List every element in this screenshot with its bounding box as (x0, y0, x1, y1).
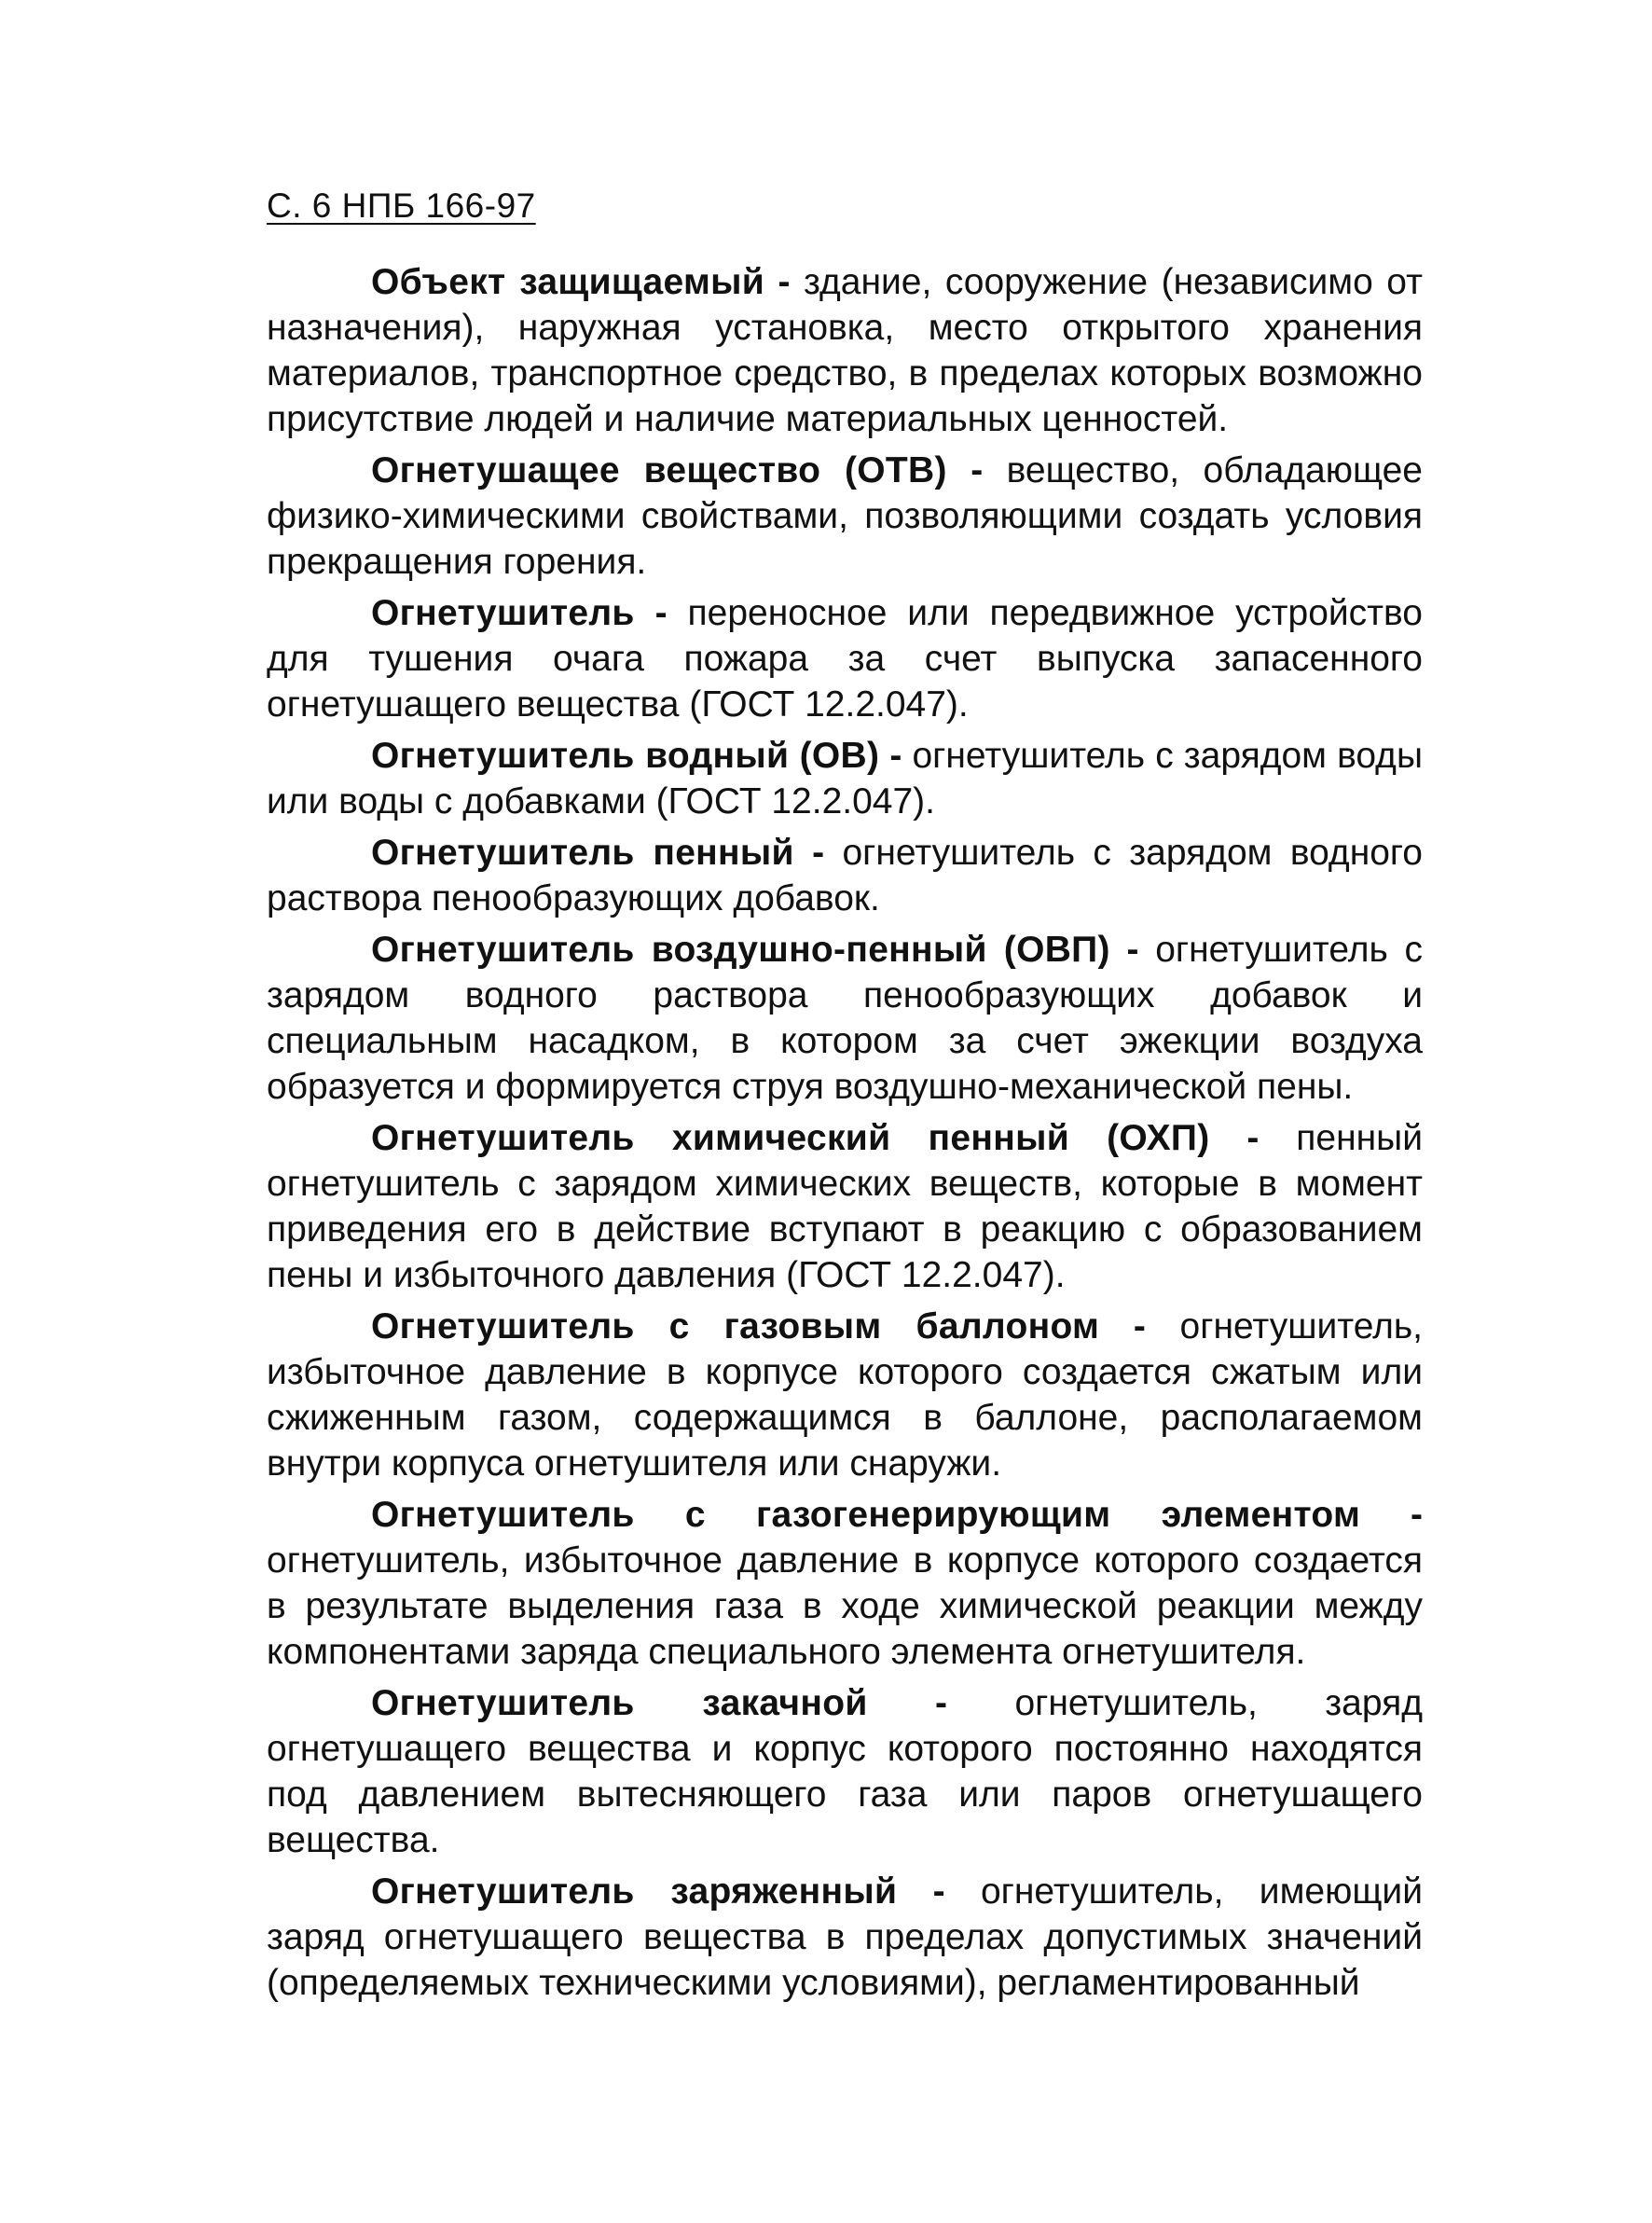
definition-term: Огнетушитель (371, 593, 635, 633)
definition-text: огнетушитель с зарядом водного раствора пенообразующих добавок. (267, 833, 1423, 918)
definition-separator: - (634, 593, 688, 633)
definition-term: Огнетушитель воздушно-пенный (ОВП) (371, 930, 1110, 970)
page-header: С. 6 НПБ 166-97 (267, 186, 536, 225)
definition-water-extinguisher (267, 733, 1423, 824)
definition-gas-generating-extinguisher (267, 1492, 1423, 1675)
definition-term: Огнетушитель с газовым баллоном (371, 1306, 1100, 1346)
definition-separator: - (946, 450, 1007, 490)
definition-term: Огнетушитель заряженный (371, 1871, 898, 1912)
definitions-list (267, 259, 1423, 2011)
definition-text: огнетушитель, избыточное давление в корпусе которого создается сжатым или сжиженным газом, содержащимся в баллоне, располагаемом внутри корпуса огнетушителя или снаружи. (267, 1306, 1423, 1484)
definition-separator: - (793, 833, 843, 873)
definition-text: переносное или передвижное устройство для тушения очага пожара за счет выпуска запасенного огнетушащего вещества (ГОСТ 12.2.047). (267, 593, 1423, 725)
definition-term: Огнетушитель водный (ОВ) (371, 736, 880, 776)
definition-separator: - (1099, 1306, 1180, 1346)
definition-text: огнетушитель, избыточное давление в корпусе которого создается в результате выделения газа в ходе химической реакции между компонентами заряда специального элемента огнетушителя. (267, 1540, 1423, 1672)
definition-term: Огнетушащее вещество (ОТВ) (371, 450, 947, 490)
definition-extinguishing-agent (267, 448, 1423, 585)
definition-term: Объект защищаемый (371, 262, 765, 302)
definition-charged-extinguisher (267, 1869, 1423, 2006)
definition-separator: - (1209, 1118, 1297, 1158)
definition-separator: - (1109, 930, 1156, 970)
definition-text: здание, сооружение (независимо от назначения), наружная установка, место открытого хранения материалов, транспортное средство, в пределах которых возможно присутствие людей и наличие материальных ценностей. (267, 262, 1423, 439)
definition-separator: - (897, 1871, 981, 1912)
definition-term: Огнетушитель химический пенный (ОХП) (371, 1118, 1210, 1158)
definition-stored-pressure-extinguisher (267, 1680, 1423, 1863)
definition-term: Огнетушитель с газогенерирующим элементом (371, 1495, 1361, 1535)
definition-text: огнетушитель, имеющий заряд огнетушащего вещества в пределах допустимых значений (определяемых техническими условиями), регламентированный (267, 1871, 1423, 2003)
definition-text: огнетушитель с зарядом воды или воды с добавками (ГОСТ 12.2.047). (267, 736, 1423, 822)
definition-gas-cylinder-extinguisher (267, 1304, 1423, 1486)
definition-protected-object (267, 259, 1423, 442)
definition-text: вещество, обладающее физико-химическими свойствами, позволяющими создать условия прекращения горения. (267, 450, 1423, 582)
definition-text: огнетушитель с зарядом водного раствора пенообразующих добавок и специальным насадком, в котором за счет эжекции воздуха образуется и формируется струя воздушно-механической пены. (267, 930, 1424, 1107)
definition-separator: - (764, 262, 805, 302)
definition-term: Огнетушитель закачной (371, 1683, 868, 1723)
definition-text: пенный огнетушитель с зарядом химических веществ, которые в момент приведения его в действие вступают в реакцию с образованием пены и избыточного давления (ГОСТ 12.2.047). (267, 1118, 1423, 1295)
definition-text: огнетушитель, заряд огнетушащего вещества и корпус которого постоянно находятся под давлением вытесняющего газа или паров огнетушащего вещества. (267, 1683, 1423, 1860)
definition-foam-extinguisher (267, 830, 1423, 921)
definition-chemical-foam-extinguisher (267, 1115, 1423, 1298)
definition-extinguisher (267, 590, 1423, 727)
definition-separator: - (879, 736, 913, 776)
definition-separator: - (1360, 1495, 1423, 1535)
definition-term: Огнетушитель пенный (371, 833, 794, 873)
definition-air-foam-extinguisher (267, 927, 1423, 1110)
definition-separator: - (867, 1683, 1015, 1723)
